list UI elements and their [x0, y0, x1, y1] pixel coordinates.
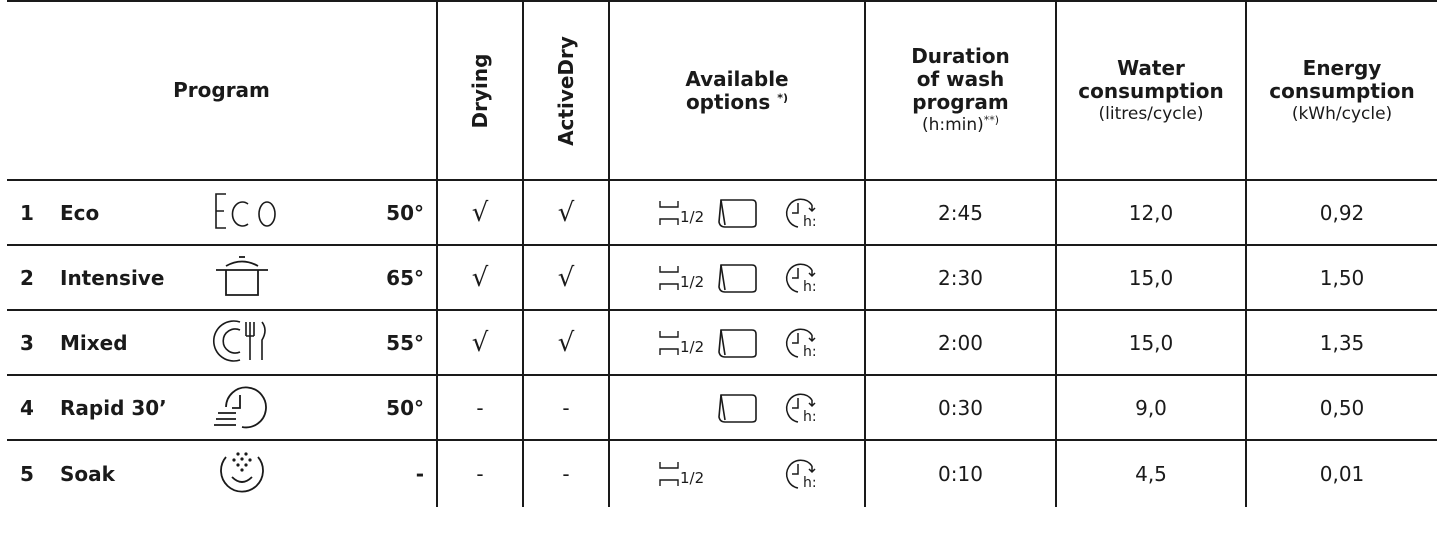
program-name: Rapid 30’ [60, 395, 167, 420]
table-header-row [7, 1, 1437, 180]
water-cell: 15,0 [1056, 245, 1246, 310]
energy-cell: 0,50 [1246, 375, 1437, 440]
table-row [7, 375, 1437, 440]
duration-cell: 2:30 [865, 245, 1056, 310]
pot-icon [212, 253, 272, 303]
duration-cell: 2:45 [865, 180, 1056, 245]
svg-text:h:: h: [803, 343, 817, 360]
delay-start-icon [782, 195, 824, 231]
header-duration: Duration of wash program (h:min)**) [865, 1, 1056, 180]
table-row [7, 180, 1437, 245]
half-load-icon [658, 198, 708, 228]
program-cell [7, 440, 437, 507]
activedry-cell: - [523, 375, 609, 440]
program-temperature: 55° [386, 330, 424, 355]
header-water: Water consumption (litres/cycle) [1056, 1, 1246, 180]
program-number: 4 [20, 395, 34, 420]
options-cell [609, 440, 865, 507]
delay-start-icon [782, 390, 824, 426]
program-number: 1 [20, 200, 34, 225]
tablet-icon [716, 326, 760, 360]
half-load-icon [658, 328, 708, 358]
program-cell [7, 180, 437, 245]
options-cell [609, 245, 865, 310]
options-cell [609, 375, 865, 440]
energy-cell: 1,50 [1246, 245, 1437, 310]
program-number: 5 [20, 462, 34, 486]
delay-start-icon [782, 260, 824, 296]
table-row [7, 310, 1437, 375]
table-row [7, 440, 1437, 507]
program-temperature: - [415, 462, 424, 486]
header-available-options: Available options *) [609, 1, 865, 180]
water-cell: 9,0 [1056, 375, 1246, 440]
program-cell [7, 310, 437, 375]
options-cell [609, 310, 865, 375]
svg-text:h:: h: [803, 475, 817, 491]
soak-icon [212, 449, 272, 499]
svg-text:h:: h: [803, 213, 817, 230]
activedry-cell: √ [523, 180, 609, 245]
header-program: Program [7, 1, 437, 180]
drying-cell: √ [437, 245, 523, 310]
activedry-cell: - [523, 440, 609, 507]
program-table [7, 0, 1437, 507]
energy-cell: 0,01 [1246, 440, 1437, 507]
rapid-icon [212, 383, 272, 433]
duration-cell: 2:00 [865, 310, 1056, 375]
program-cell [7, 245, 437, 310]
svg-text:h:: h: [803, 278, 817, 295]
program-temperature: 65° [386, 265, 424, 290]
program-cell [7, 375, 437, 440]
program-temperature: 50° [386, 200, 424, 225]
water-cell: 4,5 [1056, 440, 1246, 507]
svg-text:h:: h: [803, 408, 817, 425]
tablet-icon [716, 261, 760, 295]
program-name: Intensive [60, 265, 165, 290]
program-temperature: 50° [386, 395, 424, 420]
drying-cell: √ [437, 180, 523, 245]
header-activedry: ActiveDry [523, 1, 609, 180]
program-name: Mixed [60, 330, 128, 355]
program-number: 2 [20, 265, 34, 290]
activedry-cell: √ [523, 245, 609, 310]
water-cell: 12,0 [1056, 180, 1246, 245]
delay-start-icon [782, 325, 824, 361]
program-name: Eco [60, 200, 100, 225]
eco-icon [212, 188, 282, 238]
program-name: Soak [60, 462, 115, 486]
svg-text:1/2: 1/2 [680, 207, 705, 226]
header-drying: Drying [437, 1, 523, 180]
drying-cell: - [437, 440, 523, 507]
half-load-icon [658, 459, 708, 489]
energy-cell: 1,35 [1246, 310, 1437, 375]
delay-start-icon [782, 456, 824, 492]
table-row [7, 245, 1437, 310]
drying-cell: - [437, 375, 523, 440]
program-number: 3 [20, 330, 34, 355]
options-cell [609, 180, 865, 245]
duration-cell: 0:10 [865, 440, 1056, 507]
svg-text:1/2: 1/2 [680, 272, 705, 291]
plate-cutlery-icon [212, 318, 272, 368]
svg-text:1/2: 1/2 [680, 469, 705, 487]
activedry-cell: √ [523, 310, 609, 375]
half-load-icon [658, 263, 708, 293]
tablet-icon [716, 391, 760, 425]
svg-text:1/2: 1/2 [680, 337, 705, 356]
water-cell: 15,0 [1056, 310, 1246, 375]
duration-cell: 0:30 [865, 375, 1056, 440]
tablet-icon [716, 196, 760, 230]
energy-cell: 0,92 [1246, 180, 1437, 245]
header-energy: Energy consumption (kWh/cycle) [1246, 1, 1437, 180]
drying-cell: √ [437, 310, 523, 375]
